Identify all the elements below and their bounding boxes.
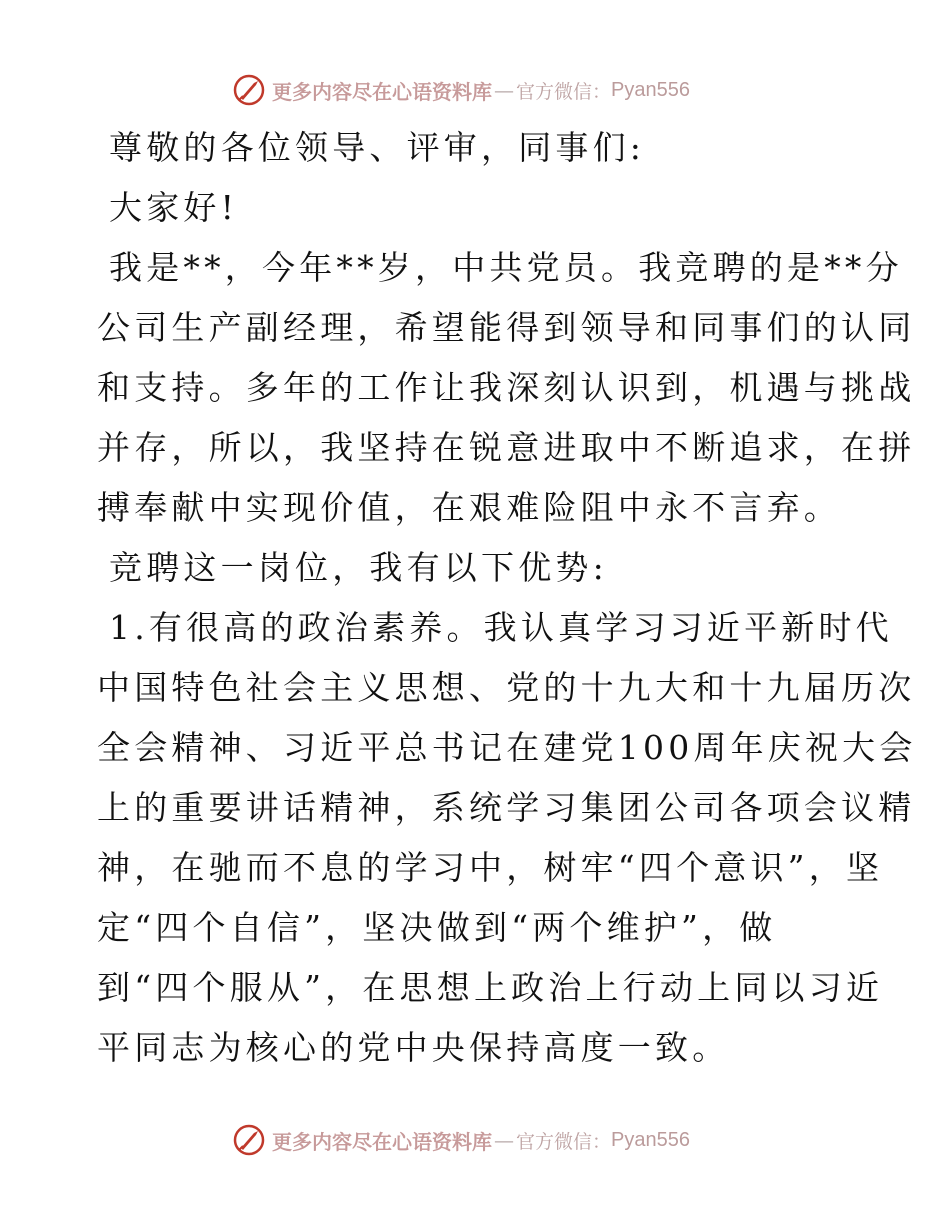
watermark-wechat-label: 官方微信： xyxy=(516,1130,612,1153)
text-line: 和支持。多年的工作让我深刻认识到，机遇与挑战 xyxy=(97,368,916,407)
text-line: 尊敬的各位领导、评审，同事们: xyxy=(109,128,646,167)
text-line: 定“四个自信”，坚决做到“两个维护”，做 xyxy=(97,908,777,947)
watermark-main-text: 更多内容尽在心语资料库 xyxy=(272,79,492,104)
text-line: 大家好! xyxy=(109,188,239,227)
watermark-footer xyxy=(232,1122,690,1158)
text-line: 上的重要讲话精神，系统学习集团公司各项会议精 xyxy=(97,788,916,827)
hello-line xyxy=(97,178,857,238)
text-line: 搏奉献中实现价值，在艰难险阻中永不言弃。 xyxy=(97,488,841,527)
advantage-point-1 xyxy=(97,598,917,1078)
text-line: 1.有很高的政治素养。我认真学习习近平新时代 xyxy=(109,608,893,647)
watermark-dash: — xyxy=(494,1128,514,1152)
paragraph-intro xyxy=(97,238,916,538)
text-line: 全会精神、习近平总书记在建党100周年庆祝大会 xyxy=(97,728,917,767)
text-line: 中国特色社会主义思想、党的十九大和十九届历次 xyxy=(97,668,916,707)
quill-logo-icon xyxy=(232,1123,266,1157)
watermark-main-text: 更多内容尽在心语资料库 xyxy=(272,1129,492,1154)
text-line: 平同志为核心的党中央保持高度一致。 xyxy=(97,1028,730,1067)
watermark-header xyxy=(232,72,690,108)
quill-logo-icon xyxy=(232,73,266,107)
text-line: 到“四个服从”，在思想上政治上行动上同以习近 xyxy=(97,968,884,1007)
document-body xyxy=(97,118,917,1078)
watermark-wechat-id: Pyan556 xyxy=(611,78,690,101)
text-line: 我是**，今年**岁，中共党员。我竞聘的是**分 xyxy=(109,248,903,287)
text-line: 竞聘这一岗位，我有以下优势: xyxy=(109,548,608,587)
watermark-wechat-id: Pyan556 xyxy=(611,1128,690,1151)
text-line: 神，在驰而不息的学习中，树牢“四个意识”，坚 xyxy=(97,848,884,887)
watermark-dash: — xyxy=(494,78,514,102)
advantages-intro xyxy=(97,538,857,598)
greeting-line xyxy=(97,118,857,178)
text-line: 公司生产副经理，希望能得到领导和同事们的认同 xyxy=(97,308,916,347)
watermark-wechat-label: 官方微信： xyxy=(516,80,612,103)
text-line: 并存，所以，我坚持在锐意进取中不断追求，在拼 xyxy=(97,428,916,467)
